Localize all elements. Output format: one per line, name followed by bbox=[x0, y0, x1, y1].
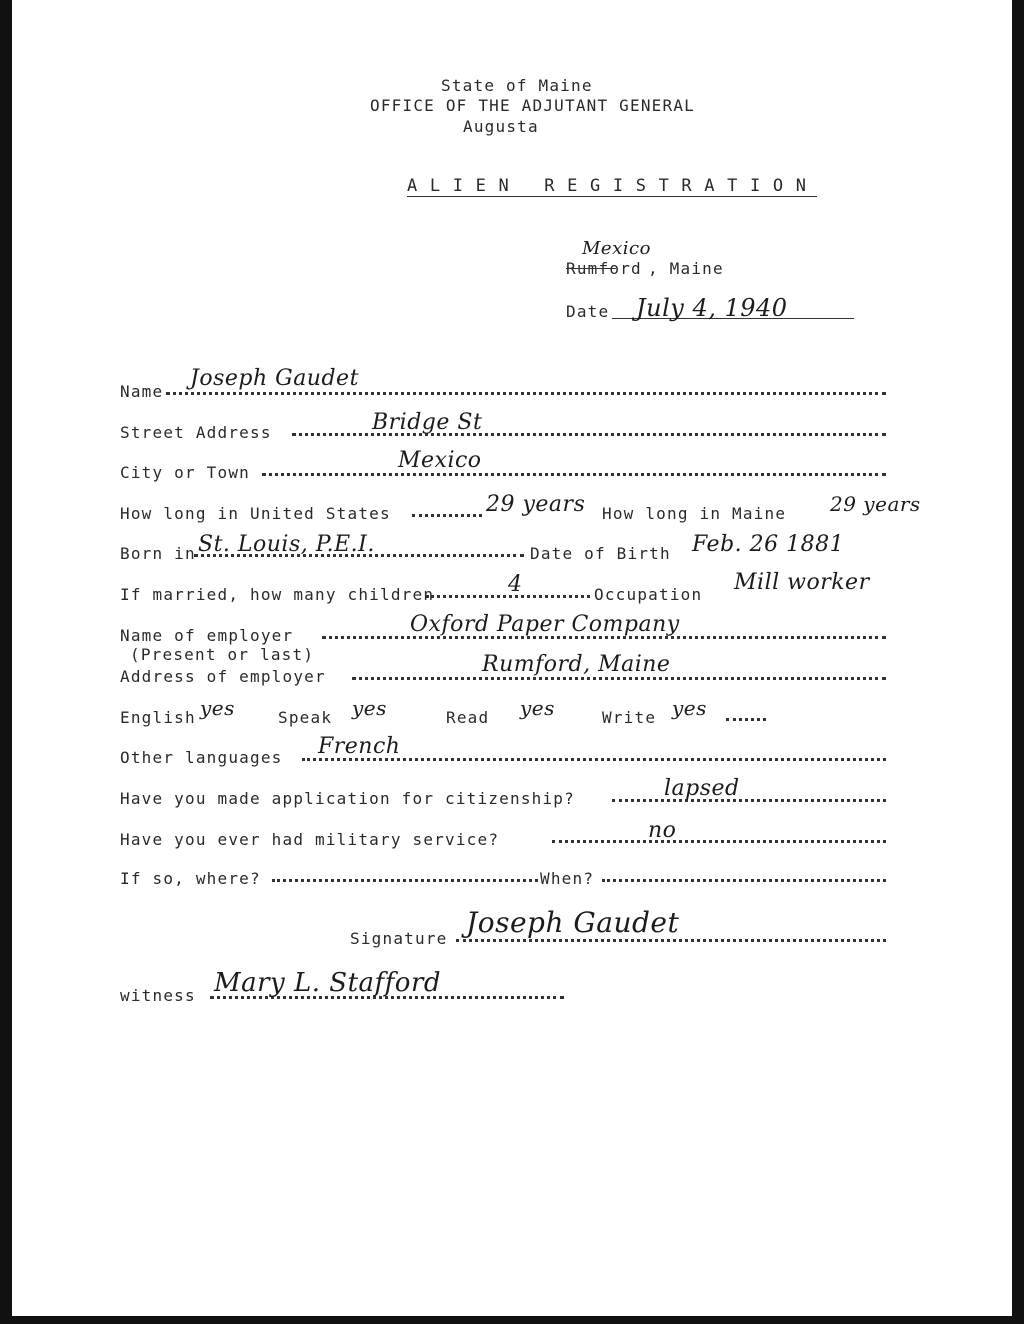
children-value: 4 bbox=[508, 572, 523, 597]
dob-value: Feb. 26 1881 bbox=[692, 532, 845, 557]
us-long-value: 29 years bbox=[486, 492, 586, 517]
military-dots bbox=[552, 838, 886, 843]
dob-label: Date of Birth bbox=[530, 544, 671, 563]
born-label: Born in bbox=[120, 544, 196, 563]
other-lang-label: Other languages bbox=[120, 748, 283, 767]
strike-line bbox=[566, 268, 616, 269]
military-label: Have you ever had military service? bbox=[120, 830, 500, 849]
date-label: Date bbox=[566, 302, 610, 321]
english-label: English bbox=[120, 708, 196, 727]
city-label: City or Town bbox=[120, 463, 250, 482]
speak-value: yes bbox=[352, 696, 387, 720]
employer-value: Oxford Paper Company bbox=[410, 612, 680, 637]
header-city: Augusta bbox=[463, 117, 539, 136]
us-long-label: How long in United States bbox=[120, 504, 391, 523]
signature-label: Signature bbox=[350, 929, 448, 948]
scan-edge-bottom bbox=[0, 1316, 1024, 1324]
where-dots bbox=[272, 877, 538, 882]
witness-value: Mary L. Stafford bbox=[214, 968, 442, 998]
occupation-value: Mill worker bbox=[734, 570, 870, 595]
other-lang-value: French bbox=[318, 734, 401, 759]
signature-value: Joseph Gaudet bbox=[466, 906, 680, 939]
street-value: Bridge St bbox=[372, 410, 483, 435]
speak-label: Speak bbox=[278, 708, 333, 727]
occupation-label: Occupation bbox=[594, 585, 703, 604]
city-dots bbox=[262, 471, 886, 476]
citizenship-value: lapsed bbox=[664, 776, 740, 801]
write-label: Write bbox=[602, 708, 657, 727]
struck-town: Rumford bbox=[566, 259, 642, 278]
born-value: St. Louis, P.E.I. bbox=[198, 532, 375, 557]
me-long-value: 29 years bbox=[830, 492, 921, 516]
write-dots bbox=[726, 716, 766, 721]
location-state: , Maine bbox=[648, 259, 724, 278]
when-dots bbox=[602, 877, 886, 882]
city-value: Mexico bbox=[398, 448, 482, 473]
employer-label: Name of employer bbox=[120, 626, 294, 645]
when-label: When? bbox=[540, 869, 595, 888]
military-value: no bbox=[648, 818, 677, 843]
write-value: yes bbox=[672, 696, 707, 720]
employer-addr-value: Rumford, Maine bbox=[482, 652, 671, 677]
date-value: July 4, 1940 bbox=[636, 294, 788, 322]
handwritten-town: Mexico bbox=[582, 238, 651, 259]
title-underline bbox=[407, 196, 817, 197]
children-label: If married, how many children bbox=[120, 585, 435, 604]
citizenship-dots bbox=[612, 797, 886, 802]
name-label: Name bbox=[120, 382, 164, 401]
where-label: If so, where? bbox=[120, 869, 261, 888]
header-state: State of Maine bbox=[441, 76, 593, 95]
employer-note: (Present or last) bbox=[130, 645, 315, 664]
citizenship-label: Have you made application for citizenship? bbox=[120, 789, 575, 808]
name-value: Joseph Gaudet bbox=[190, 366, 359, 391]
scan-edge-left bbox=[0, 0, 12, 1324]
street-label: Street Address bbox=[120, 423, 272, 442]
employer-addr-label: Address of employer bbox=[120, 667, 326, 686]
english-value: yes bbox=[200, 696, 235, 720]
read-label: Read bbox=[446, 708, 490, 727]
read-value: yes bbox=[520, 696, 555, 720]
witness-label: witness bbox=[120, 986, 196, 1005]
us-long-dots bbox=[412, 512, 482, 517]
header-office: OFFICE OF THE ADJUTANT GENERAL bbox=[370, 96, 695, 115]
scan-edge-right bbox=[1012, 0, 1024, 1324]
form-title: A L I E N R E G I S T R A T I O N bbox=[407, 176, 808, 196]
me-long-label: How long in Maine bbox=[602, 504, 787, 523]
